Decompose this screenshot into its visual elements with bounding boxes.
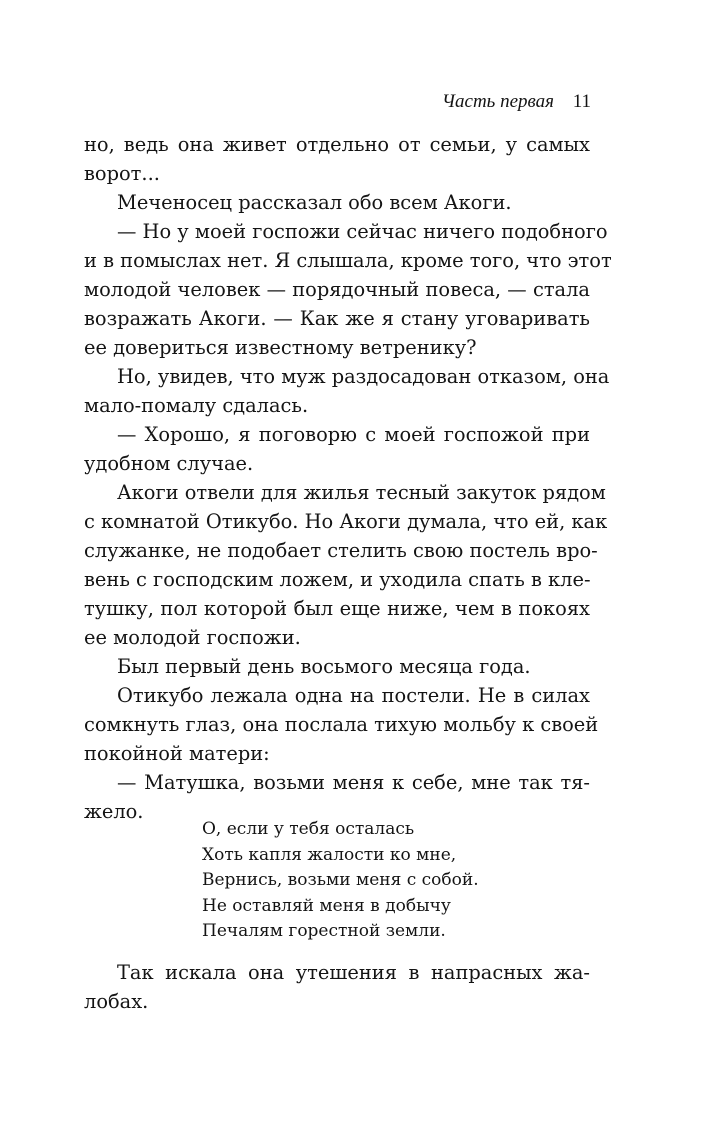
text-line: Отикубо лежала одна на постели. Не в силах	[117, 684, 590, 707]
text-line: Но, увидев, что муж раздосадован отказом, она	[117, 365, 610, 388]
section-title: Часть первая	[441, 91, 554, 112]
main-text	[84, 130, 612, 826]
text-line: Был первый день восьмого месяца года.	[117, 655, 531, 678]
poem-line: Хоть капля жалости ко мне,	[202, 844, 457, 865]
text-line: — Матушка, возьми меня к себе, мне так тя-	[117, 771, 590, 794]
text-line: и в помыслах нет. Я слышала, кроме того, что этот	[84, 249, 612, 272]
text-line: мало-помалу сдалась.	[84, 394, 309, 417]
text-line: с комнатой Отикубо. Но Акоги думала, что ей, как	[84, 510, 608, 533]
text-line: жело.	[84, 800, 144, 823]
poem-line: Не оставляй меня в добычу	[202, 895, 451, 916]
text-line: ее молодой госпожи.	[84, 626, 301, 649]
text-line: ее довериться известному ветренику?	[84, 336, 477, 359]
text-line: — Но у моей госпожи сейчас ничего подобного	[117, 220, 608, 243]
text-line: сомкнуть глаз, она послала тихую мольбу к своей	[84, 713, 599, 736]
text-line: — Хорошо, я поговорю с моей госпожой при	[117, 423, 590, 446]
poem-line: О, если у тебя осталась	[202, 819, 415, 839]
text-line: ворот...	[84, 162, 160, 185]
text-line: возражать Акоги. — Как же я стану уговаривать	[84, 307, 590, 330]
text-line: Так искала она утешения в напрасных жа-	[117, 961, 590, 984]
text-line: удобном случае.	[84, 452, 254, 475]
text-line: тушку, пол которой был еще ниже, чем в покоях	[84, 597, 590, 620]
text-line: Акоги отвели для жилья тесный закуток рядом	[117, 481, 606, 504]
page-number: 11	[572, 91, 591, 112]
text-line: вень с господским ложем, и уходила спать в кле-	[84, 568, 591, 591]
poem-line: Вернись, возьми меня с собой.	[202, 870, 479, 890]
text-line: лобах.	[84, 990, 149, 1013]
running-head	[442, 90, 591, 114]
closing-text	[84, 958, 590, 1016]
text-line: молодой человек — порядочный повеса, — стала	[84, 278, 590, 301]
text-line: покойной матери:	[84, 742, 270, 765]
text-line: служанке, не подобает стелить свою постель вро-	[84, 539, 598, 562]
poem	[202, 817, 479, 945]
text-line: но, ведь она живет отдельно от семьи, у самых	[84, 133, 590, 156]
text-line: Меченосец рассказал обо всем Акоги.	[117, 191, 512, 214]
poem-line: Печалям горестной земли.	[202, 921, 446, 941]
